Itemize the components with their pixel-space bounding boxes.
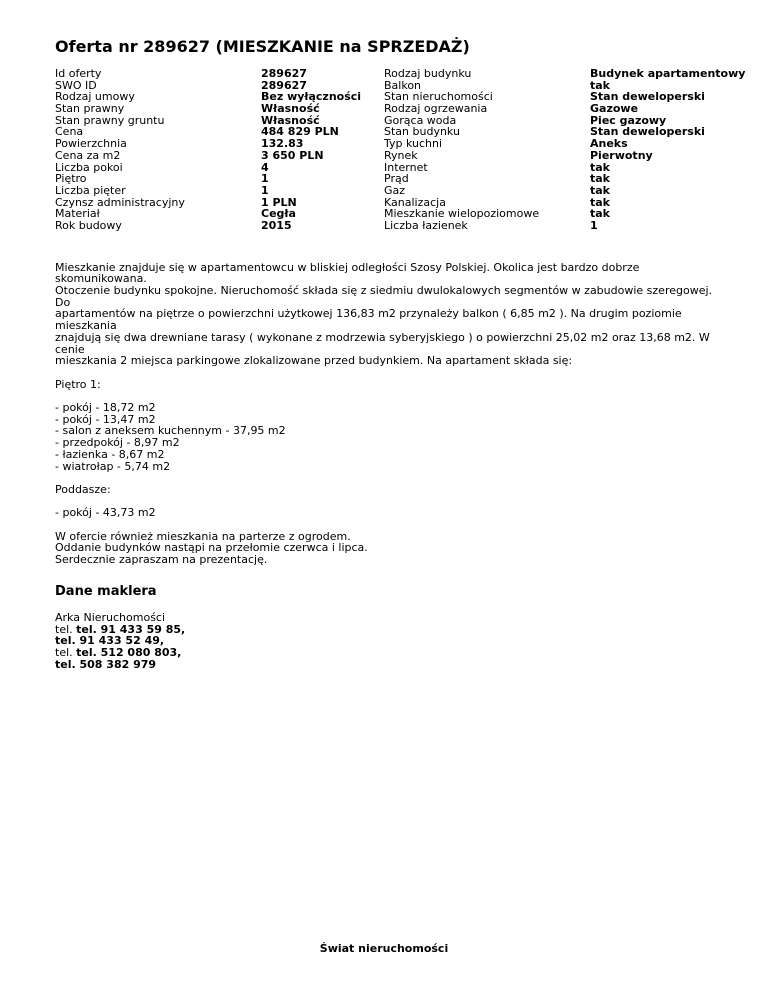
page-footer: Świat nieruchomości [319, 942, 449, 955]
property-value: Stan deweloperski [590, 90, 705, 104]
property-label: Kanalizacja [384, 195, 446, 209]
description-line: znajdują się dwa drewniane tarasy ( wykonane z modrzewia syberyjskiego ) o powierzchni 25,02 m2 oraz 13,68 m2. W cenie [55, 330, 710, 356]
property-label: Typ kuchni [384, 137, 443, 151]
property-value: 1 PLN [261, 195, 297, 209]
property-label: Stan prawny [55, 102, 125, 116]
property-label: Rok budowy [55, 218, 122, 232]
property-value: tak [590, 78, 610, 92]
room-item: - pokój - 18,72 m2 [55, 401, 156, 415]
properties-left-labels [55, 68, 261, 232]
property-label: Id oferty [55, 67, 102, 80]
property-value: tak [590, 195, 610, 209]
page-title: Oferta nr 289627 (MIESZKANIE na SPRZEDAŻ) [55, 37, 470, 56]
property-label: Stan budynku [384, 125, 460, 139]
property-value: 1 [590, 218, 598, 232]
property-value: Pierwotny [590, 148, 653, 162]
agent-phone [55, 647, 745, 659]
agent-phone [55, 659, 745, 671]
agent-company: Arka Nieruchomości [55, 610, 166, 624]
property-value: Gazowe [590, 102, 639, 116]
room-item: - łazienka - 8,67 m2 [55, 447, 165, 461]
property-value: 4 [261, 160, 269, 174]
attic-room-list [55, 507, 725, 519]
property-value: 1 [261, 172, 269, 186]
phone-prefix: tel. [55, 645, 77, 659]
room-item: - przedpokój - 8,97 m2 [55, 436, 180, 450]
description-line: Otoczenie budynku spokojne. Nieruchomość składa się z siedmiu dwulokalowych segmentów w zabudowie szeregowej. Do [55, 284, 713, 309]
property-label: Gorąca woda [384, 113, 457, 127]
property-label: Cena [55, 125, 84, 139]
description-line: mieszkania 2 miejsca parkingowe zlokalizowane przed budynkiem. Na apartament składa się: [55, 354, 573, 368]
phone-number: tel. 512 080 803, [76, 645, 182, 659]
property-value: Budynek apartamentowy [590, 67, 746, 80]
property-value: 289627 [261, 67, 307, 80]
property-value: tak [590, 207, 610, 221]
agent-section-title: Dane maklera [55, 583, 157, 599]
description-closing [55, 531, 725, 566]
offer-page [55, 36, 745, 670]
room-item: - pokój - 13,47 m2 [55, 412, 156, 426]
description-line: Serdecznie zapraszam na prezentację. [55, 553, 268, 567]
property-label: Stan prawny gruntu [55, 113, 165, 127]
offer-description [55, 262, 725, 566]
property-value: tak [590, 160, 610, 174]
property-label: Powierzchnia [55, 137, 127, 151]
room-item: - pokój - 43,73 m2 [55, 506, 156, 520]
property-label: Gaz [384, 183, 406, 197]
description-line: apartamentów na piętrze o powierzchni użytkowej 136,83 m2 przynależy balkon ( 6,85 m2 ). Na drugim poziomie mieszkania [55, 307, 682, 333]
property-value: Piec gazowy [590, 113, 667, 127]
property-label: Rodzaj ogrzewania [384, 102, 488, 116]
property-value: 484 829 PLN [261, 125, 339, 139]
phone-number: tel. 91 433 59 85, [76, 622, 186, 636]
property-value: Własność [261, 113, 320, 127]
property-label: Balkon [384, 78, 422, 92]
property-value: 2015 [261, 218, 292, 232]
property-label: Cena za m2 [55, 148, 121, 162]
property-value: 132.83 [261, 137, 304, 151]
description-intro [55, 262, 725, 367]
property-label: Czynsz administracyjny [55, 195, 185, 209]
property-label: Stan nieruchomości [384, 90, 493, 104]
room-item: - wiatrołap - 5,74 m2 [55, 459, 171, 473]
description-line: Mieszkanie znajduje się w apartamentowcu w bliskiej odległości Szosy Polskiej. Okolica jest bardzo dobrze skomunikowana. [55, 260, 640, 286]
phone-number: tel. 508 382 979 [55, 657, 157, 671]
property-label: Liczba pokoi [55, 160, 123, 174]
property-label: SWO ID [55, 78, 97, 92]
properties-right-labels [384, 68, 590, 232]
phone-number: tel. 91 433 52 49, [55, 634, 165, 648]
property-value: Aneks [590, 137, 628, 151]
description-line: W ofercie również mieszkania na parterze z ogrodem. [55, 529, 351, 543]
property-label: Rodzaj umowy [55, 90, 135, 104]
property-label: Liczba łazienek [384, 218, 468, 232]
property-label: Prąd [384, 172, 409, 186]
floor1-heading: Piętro 1: [55, 377, 101, 391]
property-label: Liczba pięter [55, 183, 126, 197]
property-value: Cegła [261, 207, 296, 221]
property-label: Internet [384, 160, 428, 174]
property-value: 289627 [261, 78, 307, 92]
properties-right-values [590, 68, 745, 232]
attic-heading: Poddasze: [55, 482, 111, 496]
property-label: Rynek [384, 148, 418, 162]
description-line: Oddanie budynków nastąpi na przełomie czerwca i lipca. [55, 541, 368, 555]
floor1-room-list [55, 402, 725, 472]
property-value: tak [590, 172, 610, 186]
property-label: Rodzaj budynku [384, 67, 472, 80]
room-item: - salon z aneksem kuchennym - 37,95 m2 [55, 424, 286, 438]
property-value: 3 650 PLN [261, 148, 324, 162]
property-value: 1 [261, 183, 269, 197]
property-label: Materiał [55, 207, 100, 221]
properties-table [55, 68, 745, 232]
agent-phone-list [55, 624, 745, 671]
property-value: Bez wyłączności [261, 90, 362, 104]
agent-details [55, 612, 745, 670]
property-value: tak [590, 183, 610, 197]
property-value: Stan deweloperski [590, 125, 705, 139]
property-label: Piętro [55, 172, 87, 186]
properties-left-values [261, 68, 384, 232]
property-value: Własność [261, 102, 320, 116]
phone-prefix: tel. [55, 622, 77, 636]
property-label: Mieszkanie wielopoziomowe [384, 207, 540, 221]
